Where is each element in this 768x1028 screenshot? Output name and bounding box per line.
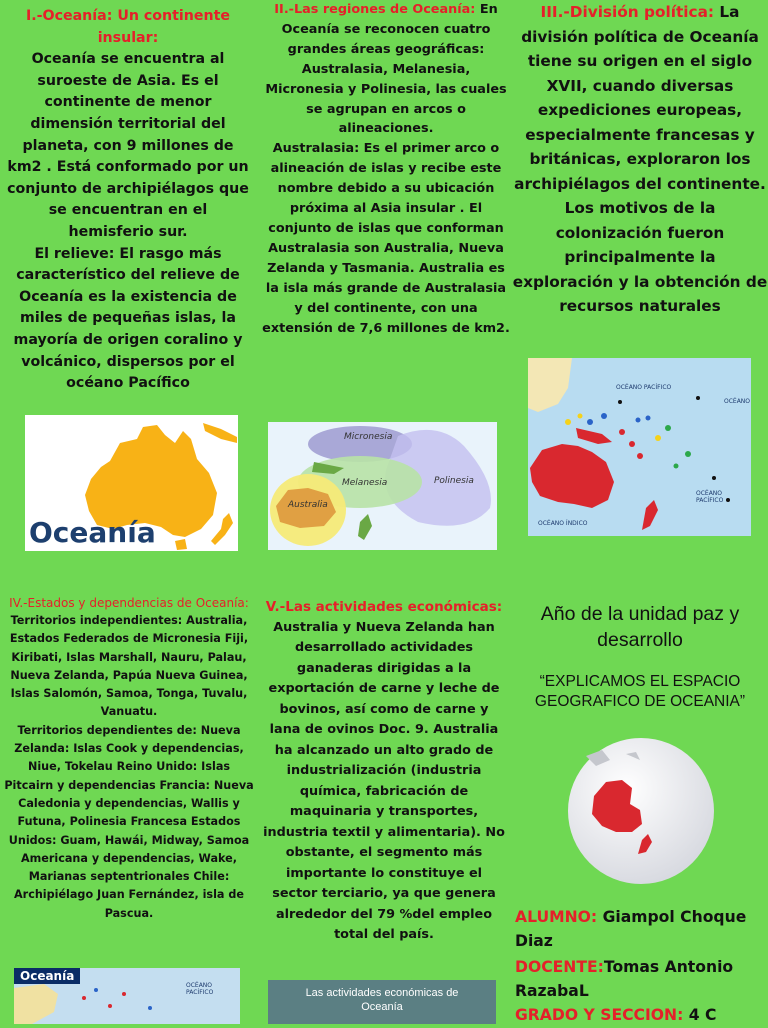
regiones-text: En Oceanía se reconocen cuatro grandes áreas geográficas: Australasia, Melanesia, Micronesia y Polinesia, las cuales se agrupan en arcos o alineaciones. (265, 2, 507, 137)
column-actividades (262, 597, 506, 946)
new-zealand-landmass (358, 514, 372, 540)
regions-map (268, 422, 497, 550)
paragraph-relieve: El relieve: El rasgo más característico del relieve de Oceanía es la existencia de miles de pequeñas islas, la mayoría de origen coralino y volcánico, dispersos por el océano Pacífico (13, 245, 243, 392)
paragraph-oceania-location: Oceanía se encuentra al suroeste de Asia. Es el continente de menor dimensión territorial del planeta, con 9 millones de km2 . Está conformado por un conjunto de archipiélagos que se encuentran en el hemisferio sur. (7, 51, 249, 240)
heading-division: III.-División política: (540, 3, 715, 21)
column-oceania-insular (4, 6, 252, 395)
map-label-polinesia: Polinesia (434, 476, 474, 486)
map-label-micronesia: Micronesia (344, 432, 393, 442)
map-label-ocean-indico: OCÉANO ÍNDICO (538, 520, 588, 527)
heading-regiones: II.-Las regiones de Oceanía: (274, 2, 476, 17)
teacher-name: Tomas Antonio RazabaL (515, 958, 734, 1000)
map-label-melanesia: Melanesia (342, 478, 388, 488)
paragraph-regiones (262, 0, 510, 139)
year-title: Año de la unidad paz y desarrollo (540, 603, 740, 651)
map-label-ocean: OCÉANO (724, 398, 751, 405)
paragraph-independientes: Territorios independientes: Australia, Estados Federados de Micronesia Fiji, Kiribati, Islas Marshall, Nauru, Palau, Nueva Zelanda, Papúa Nueva Guinea, Islas Salomón, Samoa, Tonga, Tuvalu, Vanuatu. (9, 614, 249, 719)
student-label: ALUMNO: (515, 908, 598, 926)
political-map (528, 358, 751, 536)
brochure-subtitle: “EXPLICAMOS EL ESPACIO GEOGRAFICO DE OCEANIA” (534, 673, 746, 710)
column-division-politica (512, 0, 768, 319)
activities-thumbnail (268, 980, 496, 1024)
map-label-australia: Australia (288, 500, 328, 510)
heading-actividades: V.-Las actividades económicas: (265, 599, 503, 615)
heading-oceania-insular: I.-Oceanía: Un continente insular: (25, 8, 231, 46)
globe-image (566, 736, 716, 886)
paragraph-australasia: Australasia: Es el primer arco o alineación de islas y recibe este nombre debido a su ubicación próxima al Asia insular . El conjunto de islas que conforman Australasia son Australia, Nueva Zelanda y Tasmania. Australia es la isla más grande de Australasia y del continente, con una extensión de 7,6 millones de km2. (262, 141, 510, 336)
column-cover (512, 598, 768, 712)
states-map-title: Oceanía (14, 968, 80, 984)
oceania-map-label: Oceanía (29, 516, 156, 549)
australia-red-shape (530, 444, 614, 508)
teacher-line (515, 955, 765, 1003)
states-map (14, 968, 240, 1024)
heading-estados: IV.-Estados y dependencias de Oceanía: (9, 596, 249, 610)
grade-value: 4 C (683, 1006, 717, 1024)
thumbnail-title: Las actividades económicas de Oceanía (305, 987, 459, 1013)
states-map-ocean-label: OCÉANO PACÍFICO (186, 982, 214, 996)
student-name: Giampol Choque Diaz (515, 908, 747, 950)
paragraph-dependientes: Territorios dependientes de: Nueva Zelanda: Islas Cook y dependencias, Niue, Tokelau Reino Unido: Islas Pitcairn y dependencias Francia: Nueva Caledonia y dependencias, Wallis y Futuna, Polinesia Francesa Estados Unidos: Guam, Hawái, Midway, Samoa Americana y dependencias, Wake, Marianas septentrionales Chile: Archipiélago Juan Fernández, isla de Pascua. (4, 723, 254, 920)
student-line (515, 905, 765, 953)
division-text: La división política de Oceanía tiene su origen en el siglo XVII, cuando diversas expediciones europeas, especialmente francesas y británicas, exploraron los archipiélagos del continente. Los motivos de la colonización fueron principalmente la exploración y la obtención de recursos naturales (512, 3, 768, 315)
paragraph-division (512, 0, 768, 319)
column-regiones (262, 0, 510, 338)
grade-line (515, 1003, 765, 1027)
map-label-ocean-pacifico-2: OCÉANO PACÍFICO (696, 490, 724, 504)
map-label-ocean-pacifico-1: OCÉANO PACÍFICO (616, 384, 672, 391)
oceania-location-map (25, 415, 238, 551)
teacher-label: DOCENTE: (515, 958, 604, 976)
column-estados (2, 594, 256, 923)
paragraph-actividades: Australia y Nueva Zelanda han desarrollado actividades ganaderas dirigidas a la exportación de carne y leche de bovinos, así como de carne y lana de ovinos Doc. 9. Australia ha alcanzado un alto grado de industrialización (industria química, fabricación de maquinaria y transportes, industria textil y alimentaria). No obstante, el segmento más importante lo constituye el sector terciario, ya que genera alrededor del 79 %del empleo total del país. (263, 619, 505, 942)
grade-label: GRADO Y SECCION: (515, 1006, 684, 1024)
